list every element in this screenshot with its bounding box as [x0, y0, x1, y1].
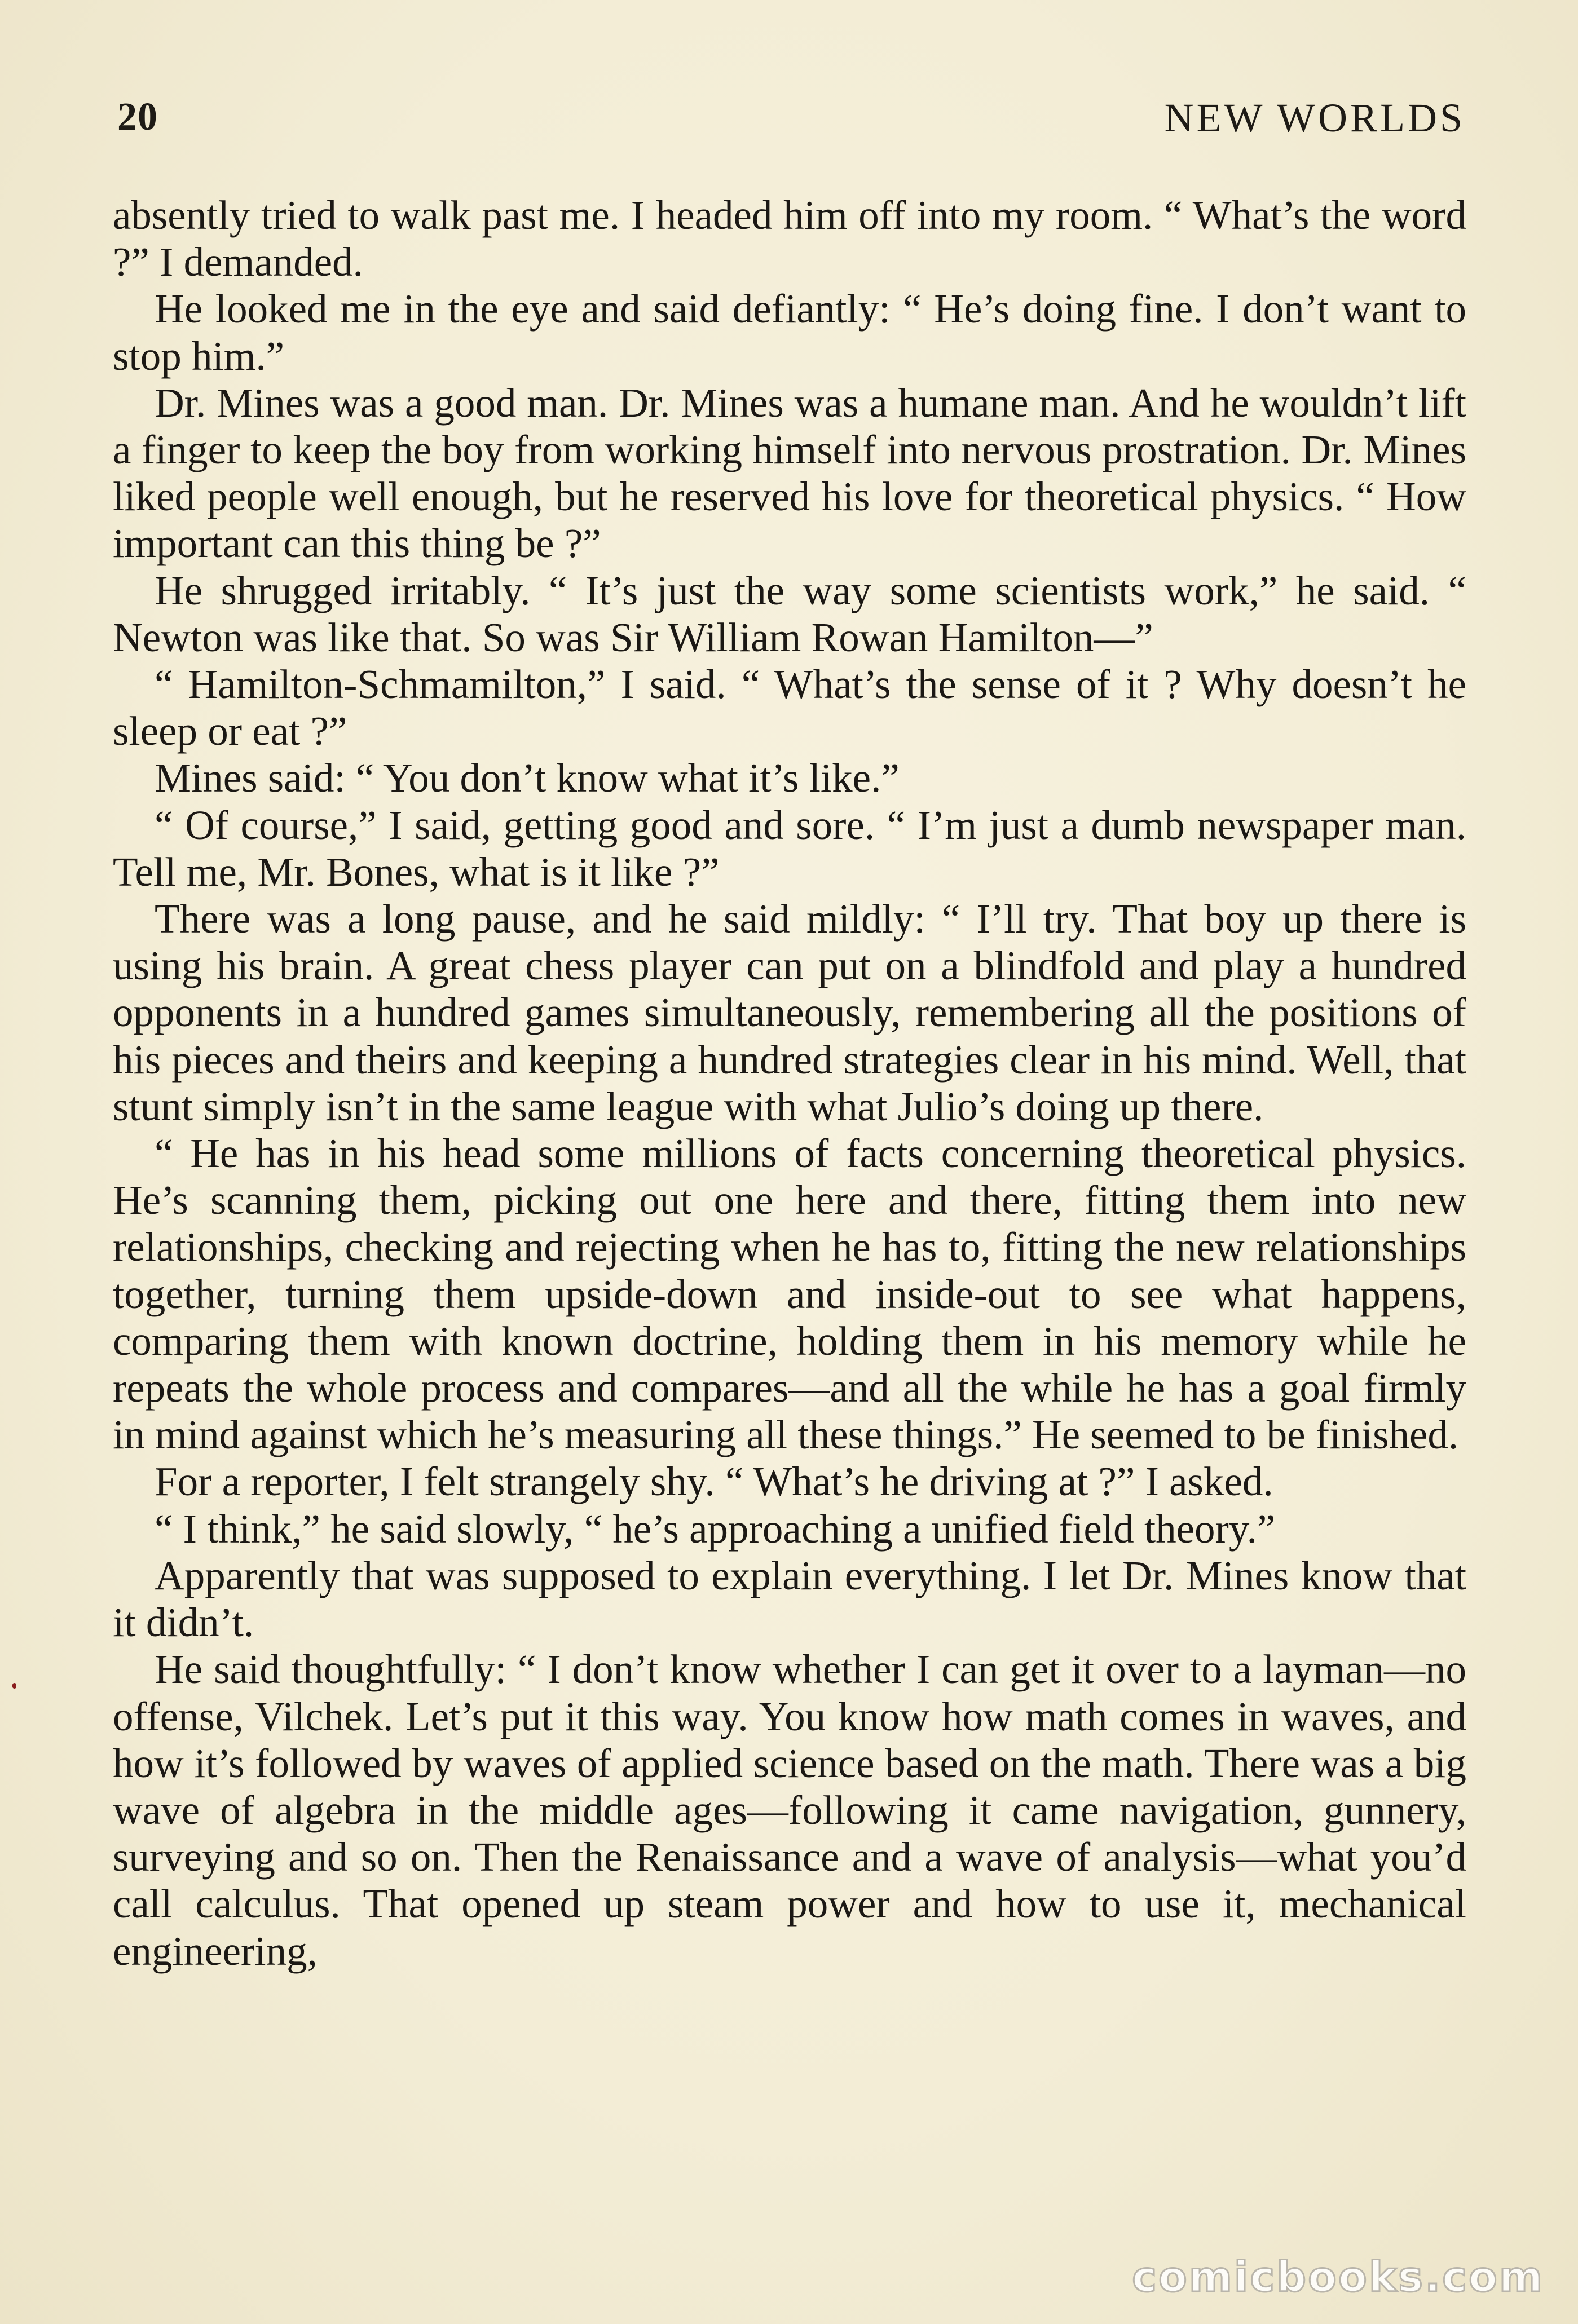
paragraph: “ Hamilton-Schmamilton,” I said. “ What’s the sense of it ? Why doesn’t he sleep or eat ?”	[113, 661, 1466, 754]
body-text	[113, 192, 1466, 1974]
paragraph: “ Of course,” I said, getting good and sore. “ I’m just a dumb newspaper man. Tell me, Mr. Bones, what is it like ?”	[113, 802, 1466, 895]
watermark: comicbooks.com	[1132, 2253, 1544, 2301]
paragraph: He looked me in the eye and said defiantly: “ He’s doing fine. I don’t want to stop him.”	[113, 286, 1466, 379]
paragraph: “ He has in his head some millions of facts concerning theoretical physics. He’s scanning them, picking out one here and there, fitting them into new relationships, checking and rejecting when he has to, fitting the new relationships together, turning them upside-down and inside-out to see what happens, comparing them with known doctrine, holding them in his memory while he repeats the whole process and compares—and all the while he has a goal firmly in mind against which he’s measuring all these things.” He seemed to be finished.	[113, 1130, 1466, 1458]
paragraph: There was a long pause, and he said mildly: “ I’ll try. That boy up there is using his brain. A great chess player can put on a blindfold and play a hundred opponents in a hundred games simultaneously, remembering all the positions of his pieces and theirs and keeping a hundred strategies clear in his mind. Well, that stunt simply isn’t in the same league with what Julio’s doing up there.	[113, 896, 1466, 1129]
running-head: NEW WORLDS	[1164, 95, 1465, 140]
paragraph: For a reporter, I felt strangely shy. “ What’s he driving at ?” I asked.	[155, 1459, 1273, 1505]
ink-speck	[12, 1683, 16, 1689]
paragraph: He shrugged irritably. “ It’s just the way some scientists work,” he said. “ Newton was like that. So was Sir William Rowan Hamilton—”	[113, 567, 1466, 660]
paragraph: absently tried to walk past me. I headed him off into my room. “ What’s the word ?” I demanded.	[113, 192, 1466, 285]
paragraph: Apparently that was supposed to explain everything. I let Dr. Mines know that it didn’t.	[113, 1552, 1466, 1646]
page-number: 20	[117, 95, 158, 139]
paragraph: Dr. Mines was a good man. Dr. Mines was a humane man. And he wouldn’t lift a finger to keep the boy from working himself into nervous prostration. Dr. Mines liked people well enough, but he reserved his love for theoretical physics. “ How important can this thing be ?”	[113, 379, 1466, 567]
paragraph: Mines said: “ You don’t know what it’s like.”	[155, 755, 900, 801]
page-header	[117, 95, 1465, 157]
paragraph: “ I think,” he said slowly, “ he’s approaching a unified field theory.”	[155, 1505, 1276, 1552]
paragraph: He said thoughtfully: “ I don’t know whether I can get it over to a layman—no offense, Vilchek. Let’s put it this way. You know how math comes in waves, and how it’s followed by waves of applied science based on the math. There was a big wave of algebra in the middle ages—following it came navigation, gunnery, surveying and so on. Then the Renaissance and a wave of analysis—what you’d call calculus. That opened up steam power and how to use it, mechanical engineering,	[113, 1646, 1466, 1974]
